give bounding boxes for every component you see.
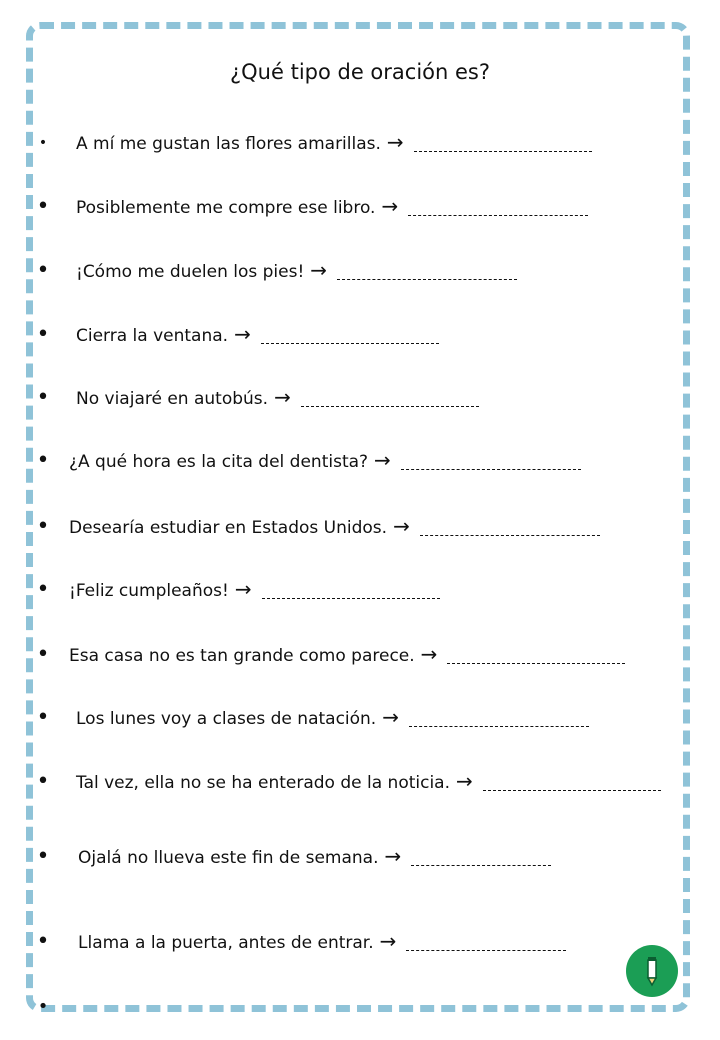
arrow-right-icon: → (381, 194, 399, 218)
sentence-label: Cierra la ventana. (76, 326, 229, 346)
worksheet-title: ¿Qué tipo de oración es? (230, 60, 490, 84)
sentence-text (76, 382, 479, 414)
sentence-row (0, 192, 720, 222)
sentence-text (69, 574, 440, 606)
sentence-label: Desearía estudiar en Estados Unidos. (69, 518, 388, 538)
bullet-icon: • (36, 844, 50, 869)
answer-blank[interactable] (408, 215, 588, 216)
sentence-label: Llama a la puerta, antes de entrar. (78, 933, 374, 953)
bullet-icon: • (38, 135, 48, 151)
answer-blank[interactable] (420, 535, 600, 536)
answer-blank[interactable] (409, 726, 589, 727)
sentence-text (76, 766, 661, 798)
sentence-label: Esa casa no es tan grande como parece. (69, 646, 415, 666)
sentence-label: Ojalá no llueva este fin de semana. (78, 848, 379, 868)
arrow-right-icon: → (379, 929, 397, 953)
sentence-text (76, 702, 589, 734)
sentence-text (76, 191, 588, 223)
sentence-label: ¿A qué hora es la cita del dentista? (69, 452, 369, 472)
bullet-icon: • (36, 577, 50, 602)
bullet-icon: • (36, 705, 50, 730)
trailing-bullet: • (37, 996, 49, 1017)
sentence-text (78, 926, 566, 958)
answer-blank[interactable] (406, 950, 566, 951)
arrow-right-icon: → (420, 642, 438, 666)
arrow-right-icon: → (384, 844, 402, 868)
answer-blank[interactable] (301, 406, 479, 407)
bullet-icon: • (36, 322, 50, 347)
sentence-text (76, 319, 439, 351)
bullet-icon: • (36, 642, 50, 667)
sentence-text (69, 639, 625, 671)
sentence-row (0, 256, 720, 286)
sentence-row (0, 512, 720, 542)
sentence-row (0, 767, 720, 797)
sentence-row (0, 927, 720, 957)
arrow-right-icon: → (393, 514, 410, 538)
sentence-row (0, 383, 720, 413)
answer-blank[interactable] (483, 790, 661, 791)
arrow-right-icon: → (374, 448, 391, 472)
bullet-icon: • (36, 929, 50, 954)
sentence-row (0, 320, 720, 350)
bullet-icon: • (36, 194, 50, 219)
arrow-right-icon: → (310, 258, 328, 282)
arrow-right-icon: → (234, 322, 251, 346)
sentence-label: No viajaré en autobús. (76, 389, 269, 409)
sentence-row (0, 703, 720, 733)
answer-blank[interactable] (414, 151, 592, 152)
sentence-row (0, 842, 720, 872)
bullet-icon: • (36, 448, 50, 473)
sentence-label: ¡Feliz cumpleaños! (69, 581, 229, 601)
answer-blank[interactable] (411, 865, 551, 866)
sentence-text (69, 511, 600, 543)
pencil-logo-icon (626, 945, 678, 997)
sentence-label: ¡Cómo me duelen los pies! (76, 262, 305, 282)
arrow-right-icon: → (386, 130, 404, 154)
bullet-icon: • (36, 258, 50, 283)
bullet-icon: • (36, 769, 50, 794)
answer-blank[interactable] (262, 598, 440, 599)
sentence-text (76, 127, 592, 159)
sentence-text (78, 841, 551, 873)
sentence-row (0, 575, 720, 605)
arrow-right-icon: → (382, 705, 399, 729)
sentence-text (76, 255, 517, 287)
pencil-icon (637, 954, 667, 988)
sentence-row (0, 446, 720, 476)
sentence-text (69, 445, 581, 477)
sentence-label: A mí me gustan las flores amarillas. (76, 134, 381, 154)
arrow-right-icon: → (456, 769, 473, 793)
sentence-row (0, 640, 720, 670)
sentence-label: Los lunes voy a clases de natación. (76, 709, 377, 729)
bullet-icon: • (36, 385, 50, 410)
answer-blank[interactable] (261, 343, 439, 344)
answer-blank[interactable] (337, 279, 517, 280)
answer-blank[interactable] (447, 663, 625, 664)
arrow-right-icon: → (274, 385, 291, 409)
sentence-label: Tal vez, ella no se ha enterado de la noticia. (76, 773, 450, 793)
answer-blank[interactable] (401, 469, 581, 470)
bullet-icon: • (36, 514, 50, 539)
sentence-label: Posiblemente me compre ese libro. (76, 198, 376, 218)
arrow-right-icon: → (234, 577, 252, 601)
sentence-row (0, 128, 720, 158)
